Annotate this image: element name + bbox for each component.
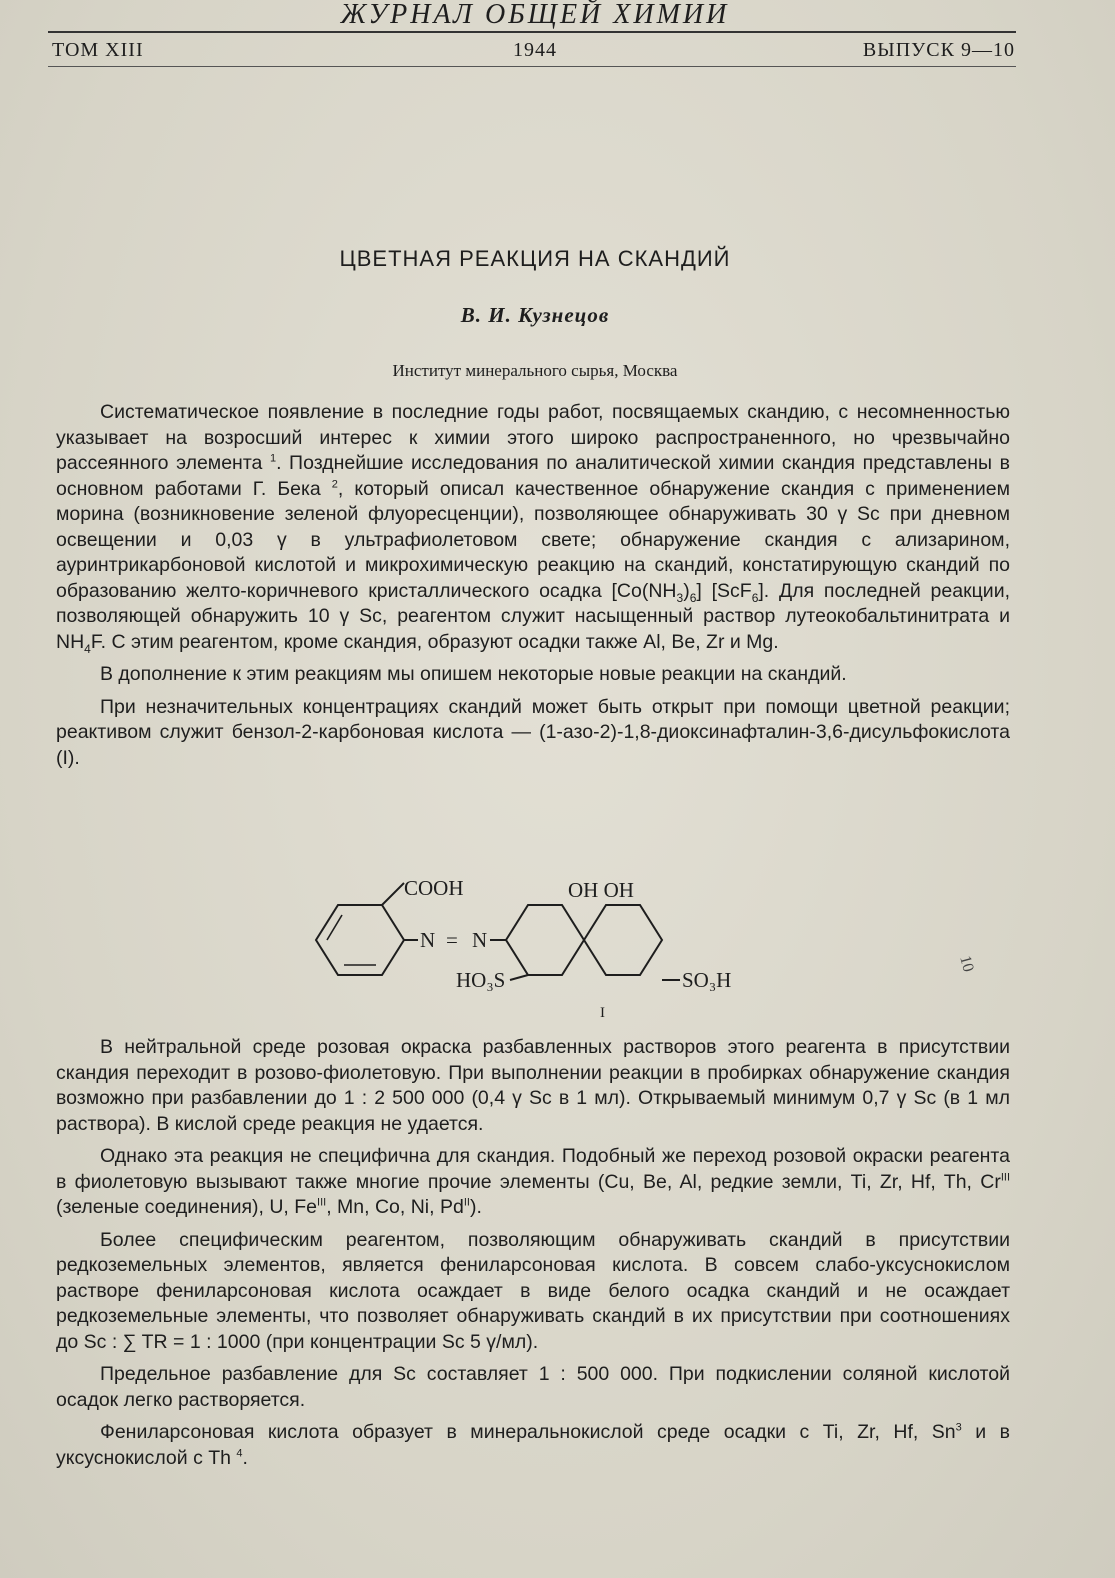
article-title: ЦВЕТНАЯ РЕАКЦИЯ НА СКАНДИЙ [339, 246, 731, 271]
header-rule-top [48, 31, 1016, 33]
ho3s-label: HO₃S [456, 968, 506, 992]
footnote-ref: 1 [269, 452, 277, 465]
paragraph-8: Фениларсоновая кислота образует в минеральнокислой среде осадки с Ti, Zr, Hf, Sn$^3$ и в уксуснокислой с Th $^4$. [56, 1421, 1010, 1469]
paragraph-6: Более специфическим реагентом, позволяющим обнаруживать скандий в присутствии редкоземельных элементов, является фениларсоновая кислота. В совсем слабо-уксуснокислом растворе фениларсоновая кислота осаждает в виде белого осадка скандий и не осаждает редкоземельные элементы, что позволяет обнаруживать скандий в их присутствии при соотношениях до Sc : ∑ TR = 1 : 1000 (при концентрации Sc 5 γ/мл). [56, 1228, 1010, 1353]
paragraph-2: В дополнение к этим реакциям мы опишем некоторые новые реакции на скандий. [100, 663, 847, 685]
volume-label: ТОМ XIII [52, 39, 144, 61]
hydroxyl-labels: OH OH [568, 878, 634, 902]
journal-title: ЖУРНАЛ ОБЩЕЙ ХИМИИ [340, 0, 730, 30]
azo-double-bond: = [446, 928, 458, 952]
margin-handwriting: 10 [956, 953, 977, 974]
so3h-label: SO₃H [682, 968, 732, 992]
article-author: В. И. Кузнецов [460, 303, 610, 327]
paragraph-3: При незначительных концентрациях скандий может быть открыт при помощи цветной реакции; реактивом служит бензол-2-карбоновая кислота — (1-азо-2)-1,8-диоксинафталин-3,6-дисульфокислота (I). [56, 695, 1010, 769]
header-rule-bottom [48, 66, 1016, 67]
paragraph-1: Систематическое появление в последние годы работ, посвящаемых скандию, с несомненностью указывает на возросший интерес к химии этого широко распространенного, но чрезвычайно рассеянного элемента $^1$. Позднейшие исследования по аналитической химии скандия представлены в основном работами Г. Бека $^2$, который описал качественное обнаружение скандия с применением морина (возникновение зеленой флуоресценции), позволяющее обнаруживать 30 γ Sc при дневном освещении и 0,03 γ в ультрафиолетовом свете; обнаружение скандия с ализарином, ауринтрикарбоновой кислотой и микрохимическую реакцию на скандий, констатирующую скандий по образованию желто-коричневого кристаллического осадка $[Co(NH_3)_6]$ [ScF$_6$]. Для последней реакции, позволяющей обнаружить 10 γ Sc, реагентом служит насыщенный раствор лутеокобальтинитрата и $NH_4F$. С этим реагентом, кроме скандия, образуют осадки также Al, Be, Zr и Mg. [56, 401, 1010, 656]
body-text-lower [56, 1035, 1010, 1478]
paragraph-7: Предельное разбавление для Sc составляет 1 : 500 000. При подкислении соляной кислотой осадок легко растворяется. [56, 1363, 1010, 1411]
footnote-ref: 4 [236, 1447, 243, 1459]
paragraph-4: В нейтральной среде розовая окраска разбавленных растворов этого реагента в присутствии скандия переходит в розово-фиолетовую. При выполнении реакции в пробирках обнаружение скандия возможно при разбавлении до 1 : 2 500 000 (0,4 γ Sc в 1 мл). Открываемый минимум 0,7 γ Sc (в 1 мл раствора). В кислой среде реакция не удается. [56, 1036, 1010, 1135]
year-label: 1944 [513, 39, 557, 61]
article-institution: Институт минерального сырья, Москва [392, 361, 678, 380]
body-text-upper [56, 400, 1010, 778]
footnote-ref: 3 [955, 1421, 962, 1434]
formula-number: I [600, 1005, 605, 1021]
azo-n1: N [420, 928, 436, 952]
issue-label: ВЫПУСК 9—10 [862, 39, 1015, 61]
paragraph-5: Однако эта реакция не специфична для скандия. Подобный же переход розовой окраски реагента в фиолетовую вызывают также многие прочие элементы (Cu, Be, Al, редкие земли, Ti, Zr, Hf, Th, $Cr^{III}$ (зеленые соединения), U, $Fe^{III}$, Mn, Co, Ni, $Pd^{II}$). [56, 1145, 1010, 1218]
footnote-ref: 2 [331, 478, 338, 490]
cooh-label: COOH [404, 876, 464, 900]
chemical-formula [300, 865, 780, 1025]
azo-n2: N [472, 928, 488, 952]
